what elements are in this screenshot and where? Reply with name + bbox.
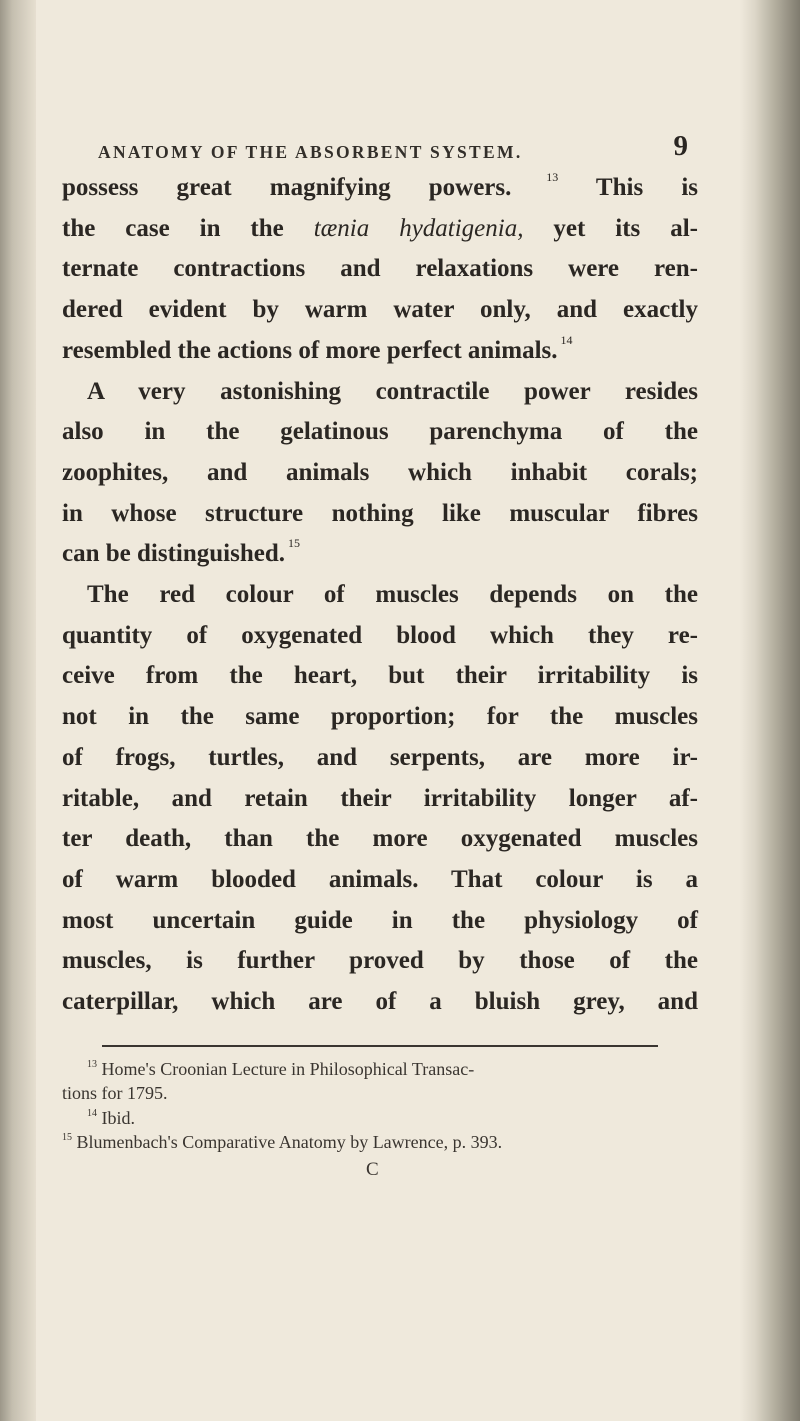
book-page <box>62 118 698 1181</box>
text-line <box>62 819 698 860</box>
text-line <box>62 779 698 820</box>
line-text: The red colour of muscles depends on the <box>87 581 698 609</box>
line-text: quantity of oxygenated blood which they re- <box>62 621 698 649</box>
footnote-number: 13 <box>87 1058 97 1070</box>
text-line <box>62 209 698 250</box>
text-line <box>62 494 698 535</box>
footnote-text: Blumenbach's Comparative Anatomy by Lawrence, p. 393. <box>72 1132 503 1153</box>
page-number: 9 <box>673 130 688 162</box>
line-text: muscles, is further proved by those of the <box>62 947 698 975</box>
text-line <box>62 290 698 331</box>
footnote-rule <box>102 1045 658 1047</box>
line-text: of warm blooded animals. That colour is a <box>62 865 698 893</box>
text-line <box>62 534 698 575</box>
footnote-number: 14 <box>87 1107 97 1119</box>
text-line <box>62 656 698 697</box>
line-text: resembled the actions of more perfect animals. <box>62 336 558 364</box>
line-text: the case in the <box>62 214 314 242</box>
text-line <box>62 249 698 290</box>
text-line <box>62 616 698 657</box>
line-text: of frogs, turtles, and serpents, are more ir- <box>62 743 698 771</box>
line-text: ter death, than the more oxygenated muscles <box>62 825 698 853</box>
text-line <box>62 901 698 942</box>
italic-term: tænia hydatigenia, <box>313 214 524 242</box>
line-text: A very astonishing contractile power resides <box>87 377 698 405</box>
footnote-marker: 13 <box>511 170 559 184</box>
line-text: zoophites, and animals which inhabit corals; <box>62 458 698 486</box>
footnote-text: Ibid. <box>97 1107 135 1128</box>
line-text: possess great magnifying powers. <box>62 174 512 201</box>
text-line <box>62 168 698 209</box>
footnote-marker: 14 <box>557 332 573 347</box>
running-head-title: ANATOMY OF THE ABSORBENT SYSTEM. <box>98 142 523 162</box>
footnote-text: tions for 1795. <box>62 1083 168 1104</box>
footnote <box>62 1081 698 1106</box>
text-line <box>62 982 698 1023</box>
line-text: can be distinguished. <box>62 540 285 568</box>
text-line <box>62 372 698 413</box>
signature-mark: C <box>366 1158 379 1180</box>
line-text: not in the same proportion; for the muscles <box>62 703 698 731</box>
body-text <box>62 168 698 1023</box>
book-fore-edge <box>740 0 800 1421</box>
text-line <box>62 738 698 779</box>
footnote <box>62 1130 698 1155</box>
page-gutter-shadow <box>0 0 36 1421</box>
line-text: ceive from the heart, but their irritability is <box>62 662 698 690</box>
line-text: ternate contractions and relaxations were ren- <box>62 255 698 283</box>
footnote <box>62 1057 698 1082</box>
line-text: caterpillar, which are of a bluish grey, and <box>62 988 698 1016</box>
text-line <box>62 697 698 738</box>
line-text: dered evident by warm water only, and exactly <box>62 296 698 324</box>
text-line <box>62 453 698 494</box>
footnote-number: 15 <box>62 1132 72 1144</box>
text-line <box>62 575 698 616</box>
running-head <box>62 118 698 162</box>
line-tail: This is <box>558 174 698 201</box>
text-line <box>62 860 698 901</box>
text-line <box>62 941 698 982</box>
line-tail: yet its al- <box>523 214 698 242</box>
footnotes <box>62 1057 698 1155</box>
footnote-text: Home's Croonian Lecture in Philosophical Transac- <box>97 1058 475 1079</box>
text-line <box>62 412 698 453</box>
line-text: in whose structure nothing like muscular fibres <box>62 499 698 527</box>
line-text: also in the gelatinous parenchyma of the <box>62 418 698 446</box>
text-line <box>62 331 698 372</box>
line-text: most uncertain guide in the physiology of <box>62 906 698 934</box>
footnote <box>62 1106 698 1131</box>
footnote-marker: 15 <box>285 536 300 551</box>
line-text: ritable, and retain their irritability longer af- <box>62 784 698 812</box>
